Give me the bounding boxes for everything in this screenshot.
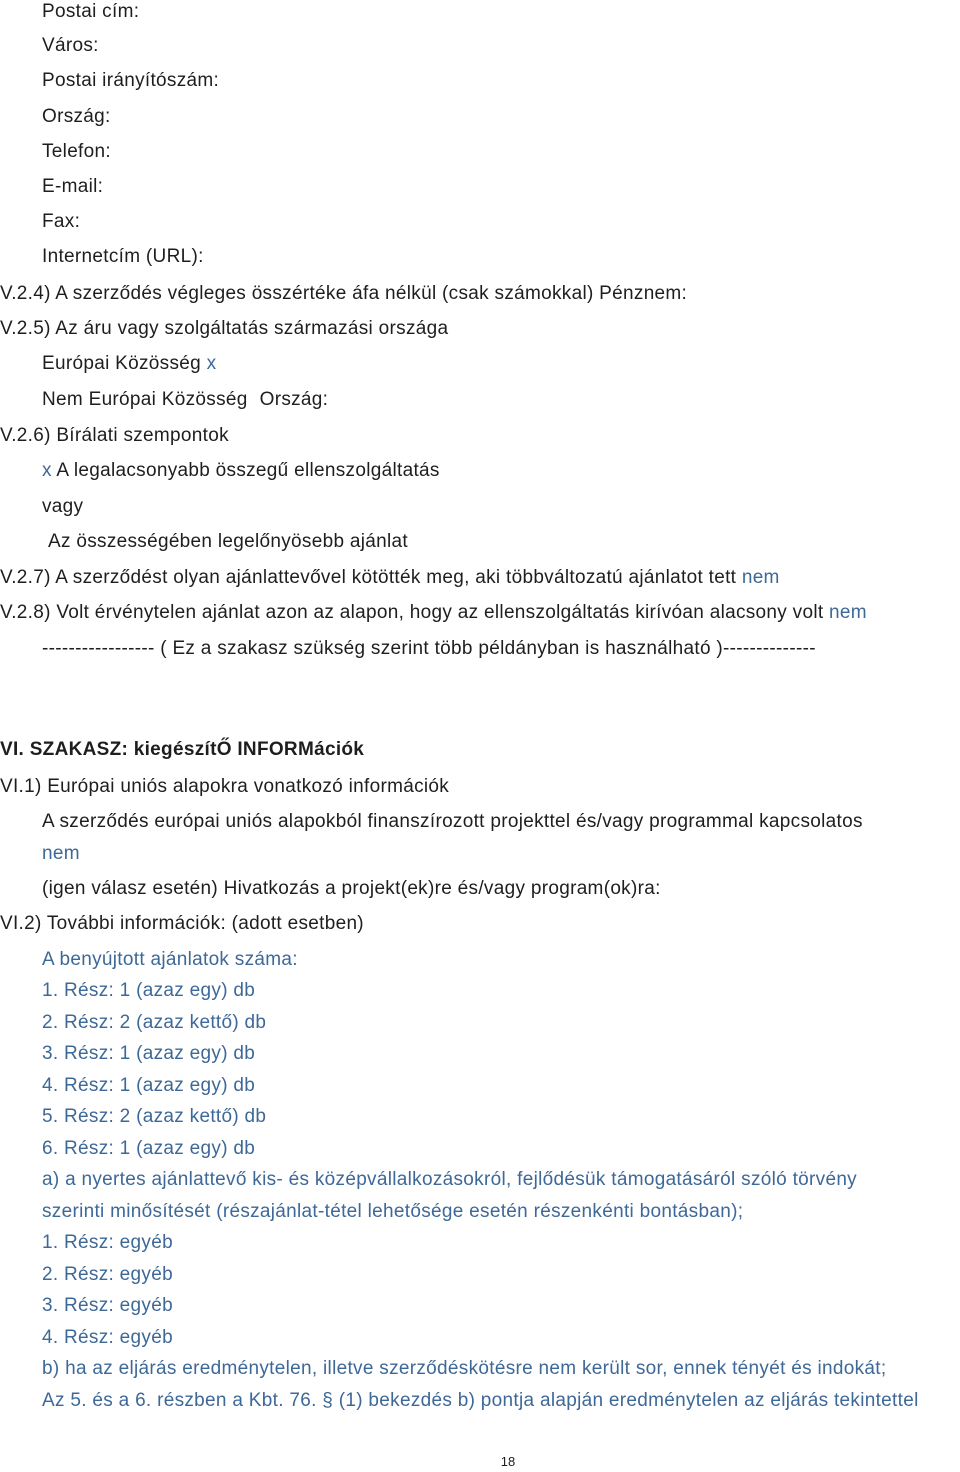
vi2-sme-item: 4. Rész: egyéb xyxy=(42,1327,173,1348)
v25-country-label: Ország: xyxy=(259,389,329,410)
vi2-offers-label: A benyújtott ajánlatok száma: xyxy=(42,949,298,970)
field-postal-code: Postai irányítószám: xyxy=(42,70,220,91)
section-separator: ----------------- ( Ez a szakasz szükség szerint több példányban is használható )-------------- xyxy=(42,638,816,659)
v25-option-ec-label: Európai Közösség xyxy=(42,353,202,374)
vi2-offers-item: 1. Rész: 1 (azaz egy) db xyxy=(42,980,256,1001)
v27-question: V.2.7) A szerződést olyan ajánlattevővel kötötték meg, aki többváltozatú ajánlatot tett xyxy=(0,567,737,588)
v27-answer: nem xyxy=(741,567,780,588)
v26-or: vagy xyxy=(42,496,84,517)
vi1-answer: nem xyxy=(42,843,80,864)
vi2-offers-item: 2. Rész: 2 (azaz kettő) db xyxy=(42,1012,267,1033)
vi2-sme-label-line1: a) a nyertes ajánlattevő kis- és középvállalkozásokról, fejlődésük támogatásáról szóló törvény xyxy=(42,1169,857,1190)
vi2-offers-item: 5. Rész: 2 (azaz kettő) db xyxy=(42,1106,267,1127)
v26-option-lowest-mark: x xyxy=(42,460,52,481)
v24-total-value: V.2.4) A szerződés végleges összértéke áfa nélkül (csak számokkal) Pénznem: xyxy=(0,283,688,304)
v28-answer: nem xyxy=(829,602,867,623)
v26-option-lowest-label: A legalacsonyabb összegű ellenszolgáltatás xyxy=(56,460,440,481)
vi2-sme-label-line2: szerinti minősítését (részajánlat-tétel lehetősége esetén részenkénti bontásban); xyxy=(42,1201,744,1222)
v27-variants xyxy=(0,566,780,590)
field-url: Internetcím (URL): xyxy=(42,246,204,267)
vi1-heading: VI.1) Európai uniós alapokra vonatkozó információk xyxy=(0,776,450,797)
field-fax: Fax: xyxy=(42,211,81,232)
v25-option-ec xyxy=(42,352,216,376)
vi2-offers-item: 4. Rész: 1 (azaz egy) db xyxy=(42,1075,256,1096)
vi2-sme-item: 3. Rész: egyéb xyxy=(42,1295,173,1316)
field-phone: Telefon: xyxy=(42,141,111,162)
page-number: 18 xyxy=(500,1454,516,1469)
v28-question: V.2.8) Volt érvénytelen ajánlat azon az alapon, hogy az ellenszolgáltatás kirívóan alacsony volt xyxy=(0,602,824,623)
field-postal-address: Postai cím: xyxy=(42,1,140,22)
v28-abnormally-low xyxy=(0,601,867,625)
vi1-reference-label: (igen válasz esetén) Hivatkozás a projekt(ek)re és/vagy program(ok)ra: xyxy=(42,878,661,899)
field-country: Ország: xyxy=(42,106,111,127)
v25-option-non-ec xyxy=(42,388,328,412)
vi2-offers-item: 6. Rész: 1 (azaz egy) db xyxy=(42,1138,256,1159)
v26-heading: V.2.6) Bírálati szempontok xyxy=(0,425,229,446)
vi2-heading: VI.2) További információk: (adott esetben) xyxy=(0,913,364,934)
vi2-offers-item: 3. Rész: 1 (azaz egy) db xyxy=(42,1043,256,1064)
field-city: Város: xyxy=(42,35,99,56)
v26-option-best: Az összességében legelőnyösebb ajánlat xyxy=(48,531,408,552)
vi1-question: A szerződés európai uniós alapokból finanszírozott projekttel és/vagy programmal kapcsolatos xyxy=(42,811,863,832)
v25-heading: V.2.5) Az áru vagy szolgáltatás származási országa xyxy=(0,318,449,339)
v25-option-non-ec-label: Nem Európai Közösség xyxy=(42,389,248,410)
vi2-sme-item: 2. Rész: egyéb xyxy=(42,1264,173,1285)
vi2-sme-item: 1. Rész: egyéb xyxy=(42,1232,173,1253)
v26-option-lowest xyxy=(42,459,440,483)
vi2-unsuccessful-label: b) ha az eljárás eredménytelen, illetve szerződéskötésre nem került sor, ennek tényét és indokát; xyxy=(42,1358,887,1379)
vi2-unsuccessful-text: Az 5. és a 6. részben a Kbt. 76. § (1) bekezdés b) pontja alapján eredménytelen az eljárás tekintettel xyxy=(42,1390,919,1411)
v25-option-ec-mark: x xyxy=(206,353,217,374)
section-vi-title: VI. SZAKASZ: kiegészítŐ INFORMációk xyxy=(0,739,365,760)
field-email: E-mail: xyxy=(42,176,104,197)
